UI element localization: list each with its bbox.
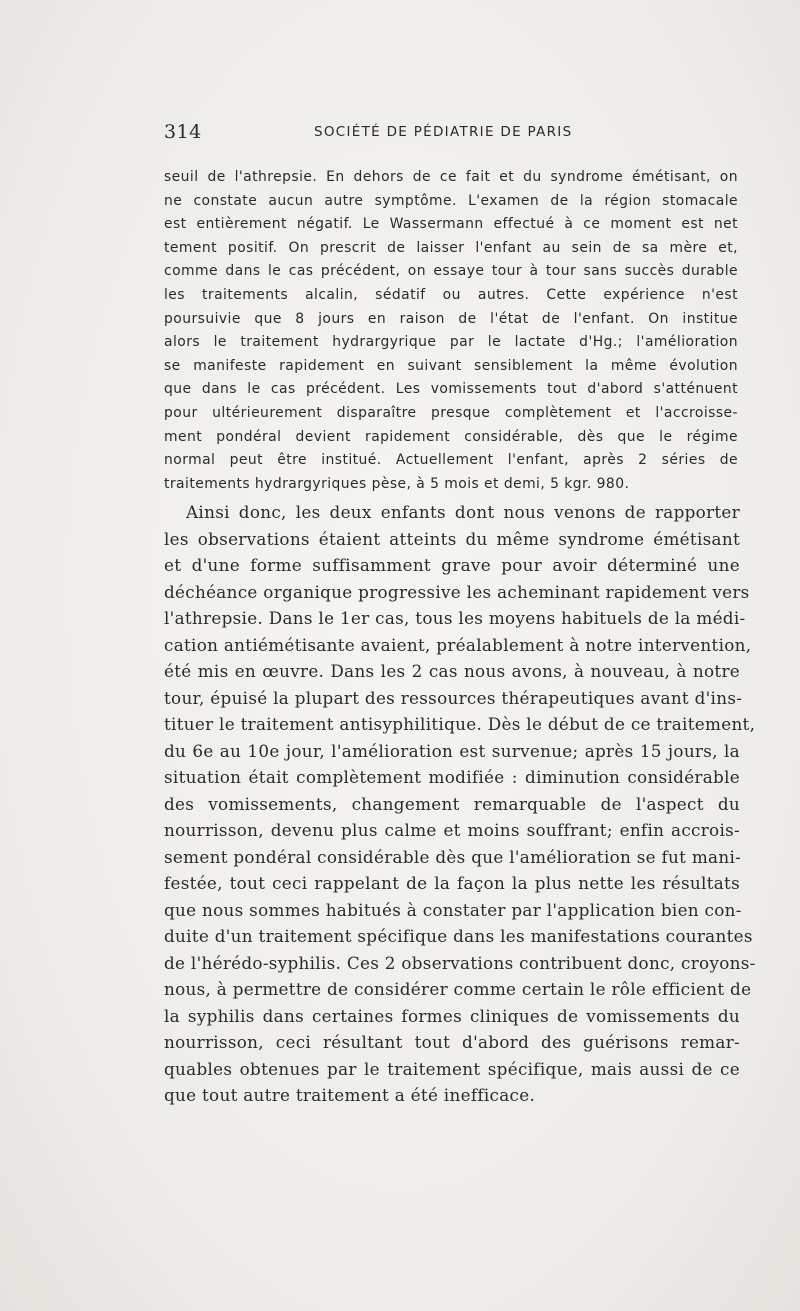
text-line: été mis en œuvre. Dans les 2 cas nous avons, à nouveau, à notre [164,661,740,681]
text-line: pour ultérieurement disparaître presque complètement et l'accroisse- [164,404,738,421]
text-line: nourrisson, devenu plus calme et moins souffrant; enfin accrois- [164,820,740,840]
conclusion-paragraph [164,499,756,1109]
text-line: et d'une forme suffisamment grave pour avoir déterminé une [164,555,740,575]
text-line: les traitements alcalin, sédatif ou autres. Cette expérience n'est [164,286,738,303]
text-line: situation était complètement modifiée : diminution considérable [164,767,740,787]
text-line: déchéance organique progressive les acheminant rapidement vers [164,581,750,602]
text-line: Ainsi donc, les deux enfants dont nous venons de rapporter [186,502,740,522]
text-line: seuil de l'athrepsie. En dehors de ce fait et du syndrome émétisant, on [164,169,738,185]
text-line: traitements hydrargyriques pèse, à 5 mois et demi, 5 kgr. 980. [164,475,630,492]
page-header [164,121,732,147]
text-line: des vomissements, changement remarquable de l'aspect du [164,793,740,814]
text-line: du 6e au 10e jour, l'amélioration est survenue; après 15 jours, la [164,740,740,761]
text-line: nourrisson, ceci résultant tout d'abord des guérisons remar- [164,1032,740,1052]
text-line: la syphilis dans certaines formes cliniques de vomissements du [164,1005,740,1026]
text-line: poursuivie que 8 jours en raison de l'état de l'enfant. On institue [164,310,738,327]
text-line: normal peut être institué. Actuellement l'enfant, après 2 séries de [164,452,738,469]
text-line: sement pondéral considérable dès que l'amélioration se fut mani- [164,846,742,867]
text-line: que tout autre traitement a été inefficace. [164,1085,536,1105]
running-title: SOCIÉTÉ DE PÉDIATRIE DE PARIS [314,124,573,140]
text-line: est entièrement négatif. Le Wassermann effectué à ce moment est net [164,216,738,233]
text-line: que nous sommes habitués à constater par l'application bien con- [164,899,742,920]
text-line: l'athrepsie. Dans le 1er cas, tous les moyens habituels de la médi- [164,608,746,628]
text-line: tour, épuisé la plupart des ressources thérapeutiques avant d'ins- [164,687,743,708]
text-line: alors le traitement hydrargyrique par le lactate d'Hg.; l'amélioration [164,334,738,351]
text-line: festée, tout ceci rappelant de la façon la plus nette les résultats [164,873,740,893]
text-line: les observations étaient atteints du même syndrome émétisant [164,528,740,549]
text-line: de l'hérédo-syphilis. Ces 2 observations contribuent donc, croyons- [164,952,756,973]
case-report-paragraph [164,166,738,496]
text-line: que dans le cas précédent. Les vomissements tout d'abord s'atténuent [164,381,738,398]
text-line: ne constate aucun autre symptôme. L'examen de la région stomacale [164,192,738,209]
text-line: quables obtenues par le traitement spécifique, mais aussi de ce [164,1058,740,1079]
text-line: comme dans le cas précédent, on essaye tour à tour sans succès durable [164,263,738,280]
text-line: tituer le traitement antisyphilitique. Dès le début de ce traitement, [164,714,756,734]
text-line: tement positif. On prescrit de laisser l'enfant au sein de sa mère et, [164,239,738,256]
text-line: cation antiémétisante avaient, préalablement à notre intervention, [164,634,752,655]
text-line: duite d'un traitement spécifique dans les manifestations courantes [164,926,753,946]
page-number: 314 [164,121,202,143]
text-line: se manifeste rapidement en suivant sensiblement la même évolution [164,357,738,374]
text-line: ment pondéral devient rapidement considérable, dès que le régime [164,428,738,445]
text-line: nous, à permettre de considérer comme certain le rôle efficient de [164,979,752,999]
